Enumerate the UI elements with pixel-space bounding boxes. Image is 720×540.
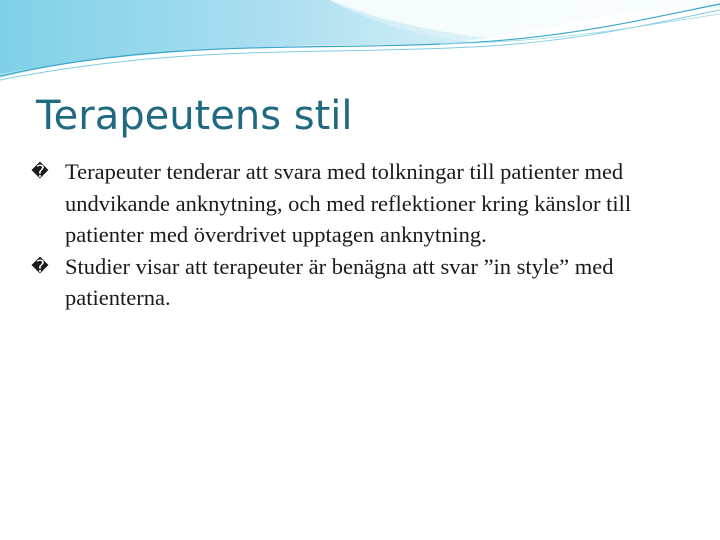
header-wave-decoration (0, 0, 720, 90)
bullet-text: Terapeuter tenderar att svara med tolkningar till patienter med undvikande anknytning, och med reflektioner kring känslor till patienter med överdrivet upptagen anknytning. (65, 159, 632, 247)
bullet-item (30, 156, 690, 251)
missing-glyph-icon: � (31, 162, 49, 182)
slide-title: Terapeutens stil (36, 93, 353, 139)
bullet-item (30, 251, 690, 314)
missing-glyph-icon: � (31, 256, 49, 277)
bullet-list (30, 156, 690, 314)
bullet-text: Studier visar att terapeuter är benägna att svar ”in style” med patienterna. (65, 253, 614, 310)
